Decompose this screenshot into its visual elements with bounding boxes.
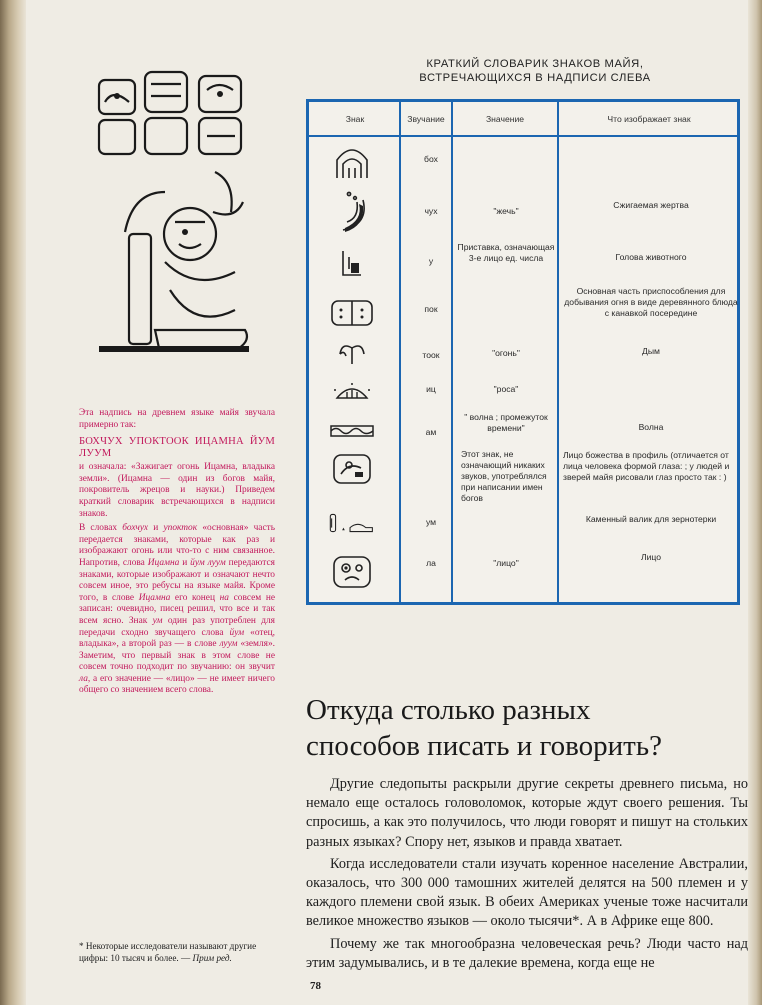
glyph-boh-icon xyxy=(329,144,375,182)
meaning-cell: Приставка, означающая 3-е лицо ед. числа xyxy=(457,242,555,263)
depicts-cell: Лицо xyxy=(640,552,662,562)
sound-cell: чух xyxy=(424,206,438,216)
article-paragraph: Когда исследователи стали изучать коренное население Австралии, оказалось, что 300 000 тамошних жителей делятся на 500 племен и у каждого племени свой язык. В обеих Америках ученые тоже насчитали великое множество языков — около тысячи*. А в Африке еще 800. xyxy=(306,855,748,930)
meaning-cell: "роса" xyxy=(493,384,519,394)
article-body xyxy=(306,775,748,976)
article-paragraph: Почему же так многообразна человеческая речь? Люди часто над этим задумывались, и в те далекие времена, когда еще не xyxy=(306,935,748,971)
glyph-na-icon xyxy=(329,452,375,486)
glyph-chuh-icon xyxy=(329,188,375,234)
depicts-cell: Лицо божества в профиль (отличается от лица человека формой глаза: ; у людей и зверей майя рисовали глаз просто так : ) xyxy=(563,450,730,482)
glyph-am-icon xyxy=(329,422,375,440)
maya-sign-dictionary-table xyxy=(306,99,740,605)
meaning-cell: " волна ; промежуток времени" xyxy=(464,412,548,433)
depicts-cell: Каменный валик для зернотерки xyxy=(585,514,717,524)
caption-translation: и означала: «Зажигает огонь Ицамна, владыка земли». (Ицамна — один из богов майя, покровитель жрецов и науки.) Приведем краткий словарик встречающихся в надписи знаков. xyxy=(79,462,275,519)
book-binding-shadow xyxy=(0,0,26,1005)
sound-cell: тоок xyxy=(422,350,440,360)
sound-cell: у xyxy=(428,256,434,266)
depicts-cell: Голова животного xyxy=(615,252,687,262)
meaning-cell: "огонь" xyxy=(492,348,520,358)
glyph-um-icon xyxy=(329,506,375,540)
article-paragraph: Другие следопыты раскрыли другие секреты древнего письма, но немало еще осталось головоломок, которые ждут своего решения. Ты спросишь, а как это получилось, что люди говорят и пишут на стольких разных языках? Спору нет, языков и правда хватает. xyxy=(306,776,748,850)
caption-maya-phrase: БОХЧУХ УПОКТООК ИЦАМНА ЙУМ ЛУУМ xyxy=(79,436,275,460)
glyph-la-icon xyxy=(329,554,375,590)
page-edge xyxy=(748,0,762,1005)
page-number: 78 xyxy=(310,980,321,992)
article-title: Откуда столько разных способов писать и говорить? xyxy=(306,694,662,762)
header-meaning: Значение xyxy=(485,114,525,124)
sound-cell: иц xyxy=(426,384,436,394)
header-depicts: Что изображает знак xyxy=(607,114,691,124)
table-title: КРАТКИЙ СЛОВАРИК ЗНАКОВ МАЙЯ, ВСТРЕЧАЮЩИХСЯ В НАДПИСИ СЛЕВА xyxy=(419,58,651,84)
glyph-its-icon xyxy=(329,382,375,400)
sound-cell: ум xyxy=(425,517,437,527)
inscription-caption xyxy=(79,408,275,700)
maya-inscription-illustration xyxy=(95,62,260,362)
sound-cell: ам xyxy=(425,427,437,437)
caption-intro: Эта надпись на древнем языке майя звучала примерно так: xyxy=(79,408,275,430)
meaning-cell: "жечь" xyxy=(493,206,519,216)
caption-explanation: В словах бохчух и упокток «основная» часть передается знаками, которые как раз и изображают огонь или что-то с ним связанное. Напротив, слова Ицамна и йум луум передаются знаками, которые изображают и означают нечто совсем иное, это ребусы на языке майя. Кроме того, в слове Ицамна его конец на совсем не записан: очевидно, писец решил, что все и так всем ясно. Знак ум один раз употреблен для передачи сходно звучащего слова йум «отец, владыка», а второй раз — в слове луум «земля». Заметим, что первый знак в этом слове не совсем точно подходит по звучанию: он звучит ла, а его значение — «лицо» — не имеет ничего общего со значением всего слова. xyxy=(79,523,276,696)
depicts-cell: Дым xyxy=(642,346,660,356)
glyph-took-icon xyxy=(329,340,375,366)
meaning-cell: "лицо" xyxy=(493,558,519,568)
glyph-pok-icon xyxy=(329,298,375,328)
header-sign: Знак xyxy=(345,114,365,124)
sound-cell: бох xyxy=(424,154,438,164)
meaning-cell: Этот знак, не означающий никаких звуков, употреблялся при написании имен богов xyxy=(461,449,547,503)
header-divider xyxy=(309,135,737,137)
footnote: * Некоторые исследователи называют другие цифры: 10 тысяч и более. — Прим ред. xyxy=(79,941,257,963)
sound-cell: ла xyxy=(426,558,436,568)
header-sound: Звучание xyxy=(407,114,445,124)
sound-cell: пок xyxy=(424,304,438,314)
column-divider xyxy=(399,102,401,602)
column-divider xyxy=(451,102,453,602)
column-divider xyxy=(557,102,559,602)
glyph-u-icon xyxy=(329,247,375,281)
depicts-cell: Сжигаемая жертва xyxy=(613,200,689,210)
depicts-cell: Волна xyxy=(638,422,664,432)
depicts-cell: Основная часть приспособления для добывания огня в виде деревянного блюда с канавкой посередине xyxy=(564,286,738,318)
